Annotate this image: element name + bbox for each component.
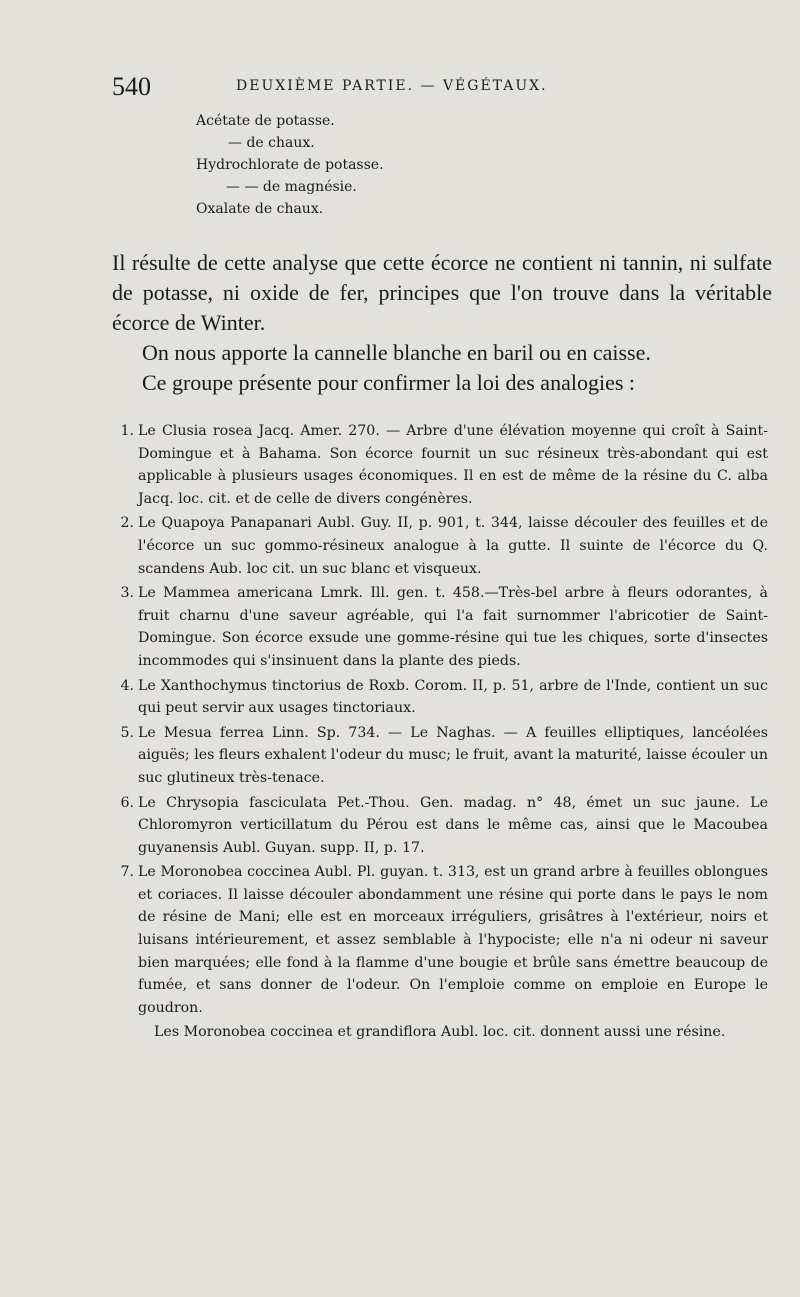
item-text: Le Clusia rosea Jacq. Amer. 270. — Arbre d'une élévation moyenne qui croît à Saint-Domingue et à Bahama. Son écorce fournit un suc résineux très-abondant qui est applicable à plusieurs usages économiques. Il en est de même de la résine du C. alba Jacq. loc. cit. et de celle de divers congénères. [138,423,768,507]
item-number: 2. [120,515,134,532]
salt-line: Acétate de potasse. [196,113,335,129]
item-text: Le Chrysopia fasciculata Pet.-Thou. Gen. madag. n° 48, émet un suc jaune. Le Chloromyron verticillatum du Pérou est dans le même cas, ainsi que le Macoubea guyanensis Aubl. Guyan. supp. II, p. 17. [138,794,768,856]
page-header [112,72,752,106]
list-item [120,861,768,1019]
item-text: Le Quapoya Panapanari Aubl. Guy. II, p. 901, t. 344, laisse découler des feuilles et de l'écorce un suc gommo-résineux analogue à la gutte. Il suinte de l'écorce du Q. scandens Aub. loc cit. un suc blanc et visqueux. [138,515,768,577]
item-text: Le Mammea americana Lmrk. Ill. gen. t. 458.—Très-bel arbre à fleurs odorantes, à fruit charnu d'une saveur agréable, qui l'a fait surnommer l'abricotier de Saint-Domingue. Son écorce exsude une gomme-résine qui tue les chiques, sorte d'insectes incommodes qui s'insinuent dans la plante des pieds. [138,585,768,669]
list-item [120,792,768,860]
salt-line: — — de magnésie. [226,179,357,195]
item-number: 3. [120,585,134,602]
intro-text [112,248,772,398]
closing-paragraph: Les Moronobea coccinea et grandiflora Aubl. loc. cit. donnent aussi une résine. [154,1024,726,1041]
species-list [120,420,768,1058]
list-item [120,582,768,672]
item-number: 1. [120,423,134,439]
running-head: DEUXIÈME PARTIE. — VÉGÉTAUX. [236,78,548,94]
salt-line: Oxalate de chaux. [196,201,324,217]
page-number: 540 [112,72,151,101]
item-text: Le Xanthochymus tinctorius de Roxb. Corom. II, p. 51, arbre de l'Inde, contient un suc qui peut servir aux usages tinctoriaux. [138,677,768,717]
list-item [120,722,768,790]
list-item [120,420,768,510]
intro-paragraph: Ce groupe présente pour confirmer la loi des analogies : [142,370,636,395]
item-text: Le Moronobea coccinea Aubl. Pl. guyan. t. 313, est un grand arbre à feuilles oblongues et coriaces. Il laisse découler abondamment une résine qui porte dans le pays le nom de résine de Mani; elle est en morceaux irréguliers, grisâtres à l'extérieur, noirs et luisans intérieurement, et assez semblable à l'hypociste; elle n'a ni odeur ni saveur bien marquées; elle fond à la flamme d'une bougie et brûle sans émettre beaucoup de fumée, et sans donner de l'odeur. On l'emploie comme on emploie en Europe le goudron. [138,864,768,1016]
salt-list [196,110,496,220]
item-number: 6. [120,794,134,811]
item-number: 7. [120,864,134,881]
item-number: 4. [120,677,134,694]
intro-paragraph: Il résulte de cette analyse que cette écorce ne contient ni tannin, ni sulfate de potasse, ni oxide de fer, principes que l'on trouve dans la véritable écorce de Winter. [112,250,772,335]
list-item [120,512,768,580]
item-number: 5. [120,724,134,741]
item-text: Le Mesua ferrea Linn. Sp. 734. — Le Naghas. — A feuilles elliptiques, lancéolées aiguës; les fleurs exhalent l'odeur du musc; le fruit, avant la maturité, laisse écouler un suc glutineux très-tenace. [138,724,768,786]
intro-paragraph: On nous apporte la cannelle blanche en baril ou en caisse. [142,340,651,365]
list-item [120,675,768,720]
salt-line: — de chaux. [228,135,315,151]
salt-line: Hydrochlorate de potasse. [196,157,384,173]
